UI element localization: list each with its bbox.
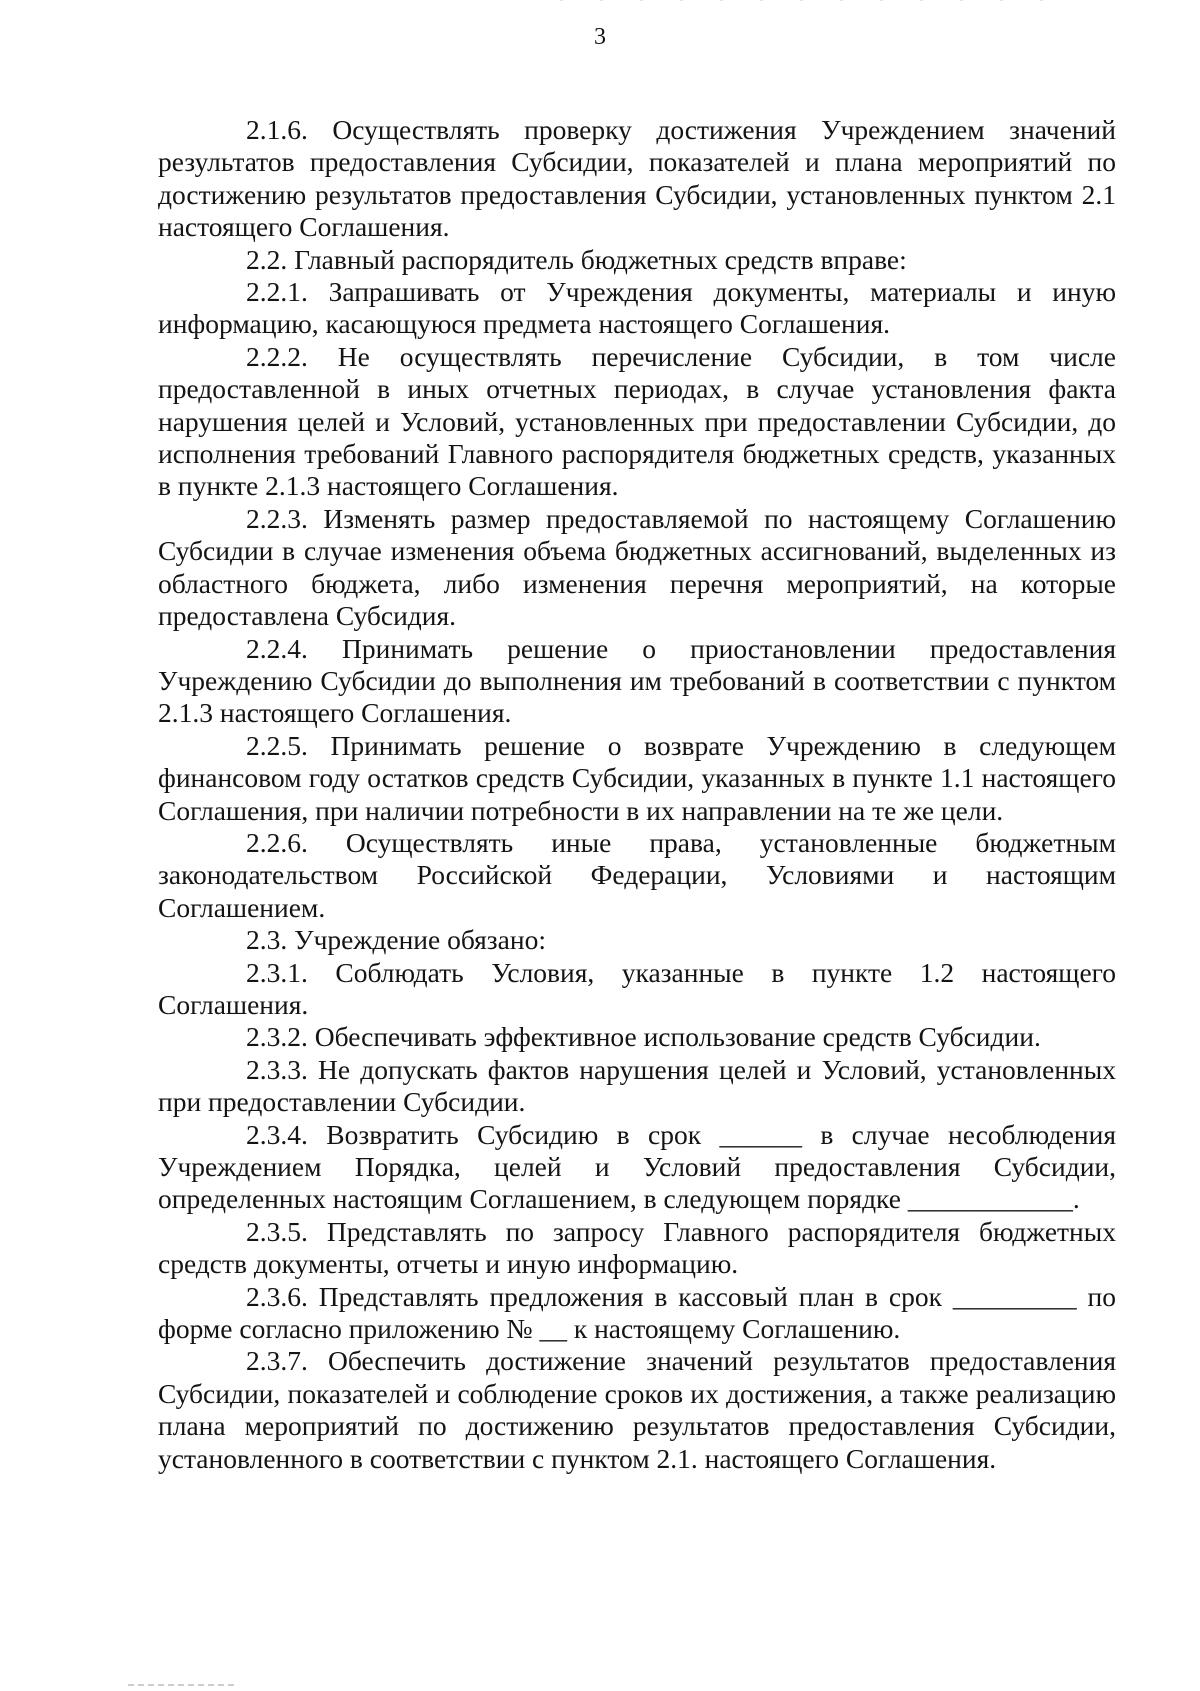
paragraph-2-3-2: 2.3.2. Обеспечивать эффективное использование средств Субсидии. xyxy=(246,1021,1041,1053)
paragraph-2-3-7: 2.3.7. Обеспечить достижение значений результатов предоставления Субсидии, показателей и соблюдение сроков их достижения, а также реализацию плана мероприятий по достижению результатов предоставления Субсидии, установленного в соответствии с пунктом 2.1. настоящего Соглашения. xyxy=(158,1345,1116,1474)
paragraph-2-2-4: 2.2.4. Принимать решение о приостановлении предоставления Учреждению Субсидии до выполнения им требований в соответствии с пунктом 2.1.3 настоящего Соглашения. xyxy=(158,632,1116,729)
paragraph-2-2-3: 2.2.3. Изменять размер предоставляемой по настоящему Соглашению Субсидии в случае изменения объема бюджетных ассигнований, выделенных из областного бюджета, либо изменения перечня мероприятий, на которые предоставлена Субсидия. xyxy=(158,502,1116,632)
scan-artifact-bottom xyxy=(128,1684,238,1686)
document-body xyxy=(158,114,1116,1475)
paragraph-2-3-6: 2.3.6. Представлять предложения в кассовый план в срок _________ по форме согласно приложению № __ к настоящему Соглашению. xyxy=(158,1280,1116,1345)
scan-artifact-top xyxy=(560,0,1060,1)
page-number: 3 xyxy=(594,24,606,50)
paragraph-2-3-1: 2.3.1. Соблюдать Условия, указанные в пункте 1.2 настоящего Соглашения. xyxy=(158,956,1116,1020)
paragraph-2-3-3: 2.3.3. Не допускать фактов нарушения целей и Условий, установленных при предоставлении Субсидии. xyxy=(158,1053,1116,1118)
paragraph-2-2-2: 2.2.2. Не осуществлять перечисление Субсидии, в том числе предоставленной в иных отчетных периодах, в случае установления факта нарушения целей и Условий, установленных при предоставлении Субсидии, до исполнения требований Главного распорядителя бюджетных средств, указанных в пункте 2.1.3 настоящего Соглашения. xyxy=(158,340,1116,502)
paragraph-2-3-5: 2.3.5. Представлять по запросу Главного распорядителя бюджетных средств документы, отчеты и иную информацию. xyxy=(158,1215,1116,1280)
paragraph-2-2-5: 2.2.5. Принимать решение о возврате Учреждению в следующем финансовом году остатков средств Субсидии, указанных в пункте 1.1 настоящего Соглашения, при наличии потребности в их направлении на те же цели. xyxy=(158,729,1116,826)
paragraph-2-2-1: 2.2.1. Запрашивать от Учреждения документы, материалы и иную информацию, касающуюся предмета настоящего Соглашения. xyxy=(158,276,1116,340)
paragraph-2-3-4: 2.3.4. Возвратить Субсидию в срок ______ в случае несоблюдения Учреждением Порядка, целей и Условий предоставления Субсидии, определенных настоящим Соглашением, в следующем порядке ____________. xyxy=(158,1118,1116,1215)
paragraph-2-1-6: 2.1.6. Осуществлять проверку достижения Учреждением значений результатов предоставления Субсидии, показателей и плана мероприятий по достижению результатов предоставления Субсидии, установленных пунктом 2.1 настоящего Соглашения. xyxy=(158,114,1116,243)
paragraph-2-2-6: 2.2.6. Осуществлять иные права, установленные бюджетным законодательством Российской Федерации, Условиями и настоящим Соглашением. xyxy=(158,826,1116,923)
paragraph-2-2: 2.2. Главный распорядитель бюджетных средств вправе: xyxy=(246,243,907,275)
paragraph-2-3: 2.3. Учреждение обязано: xyxy=(246,924,546,956)
